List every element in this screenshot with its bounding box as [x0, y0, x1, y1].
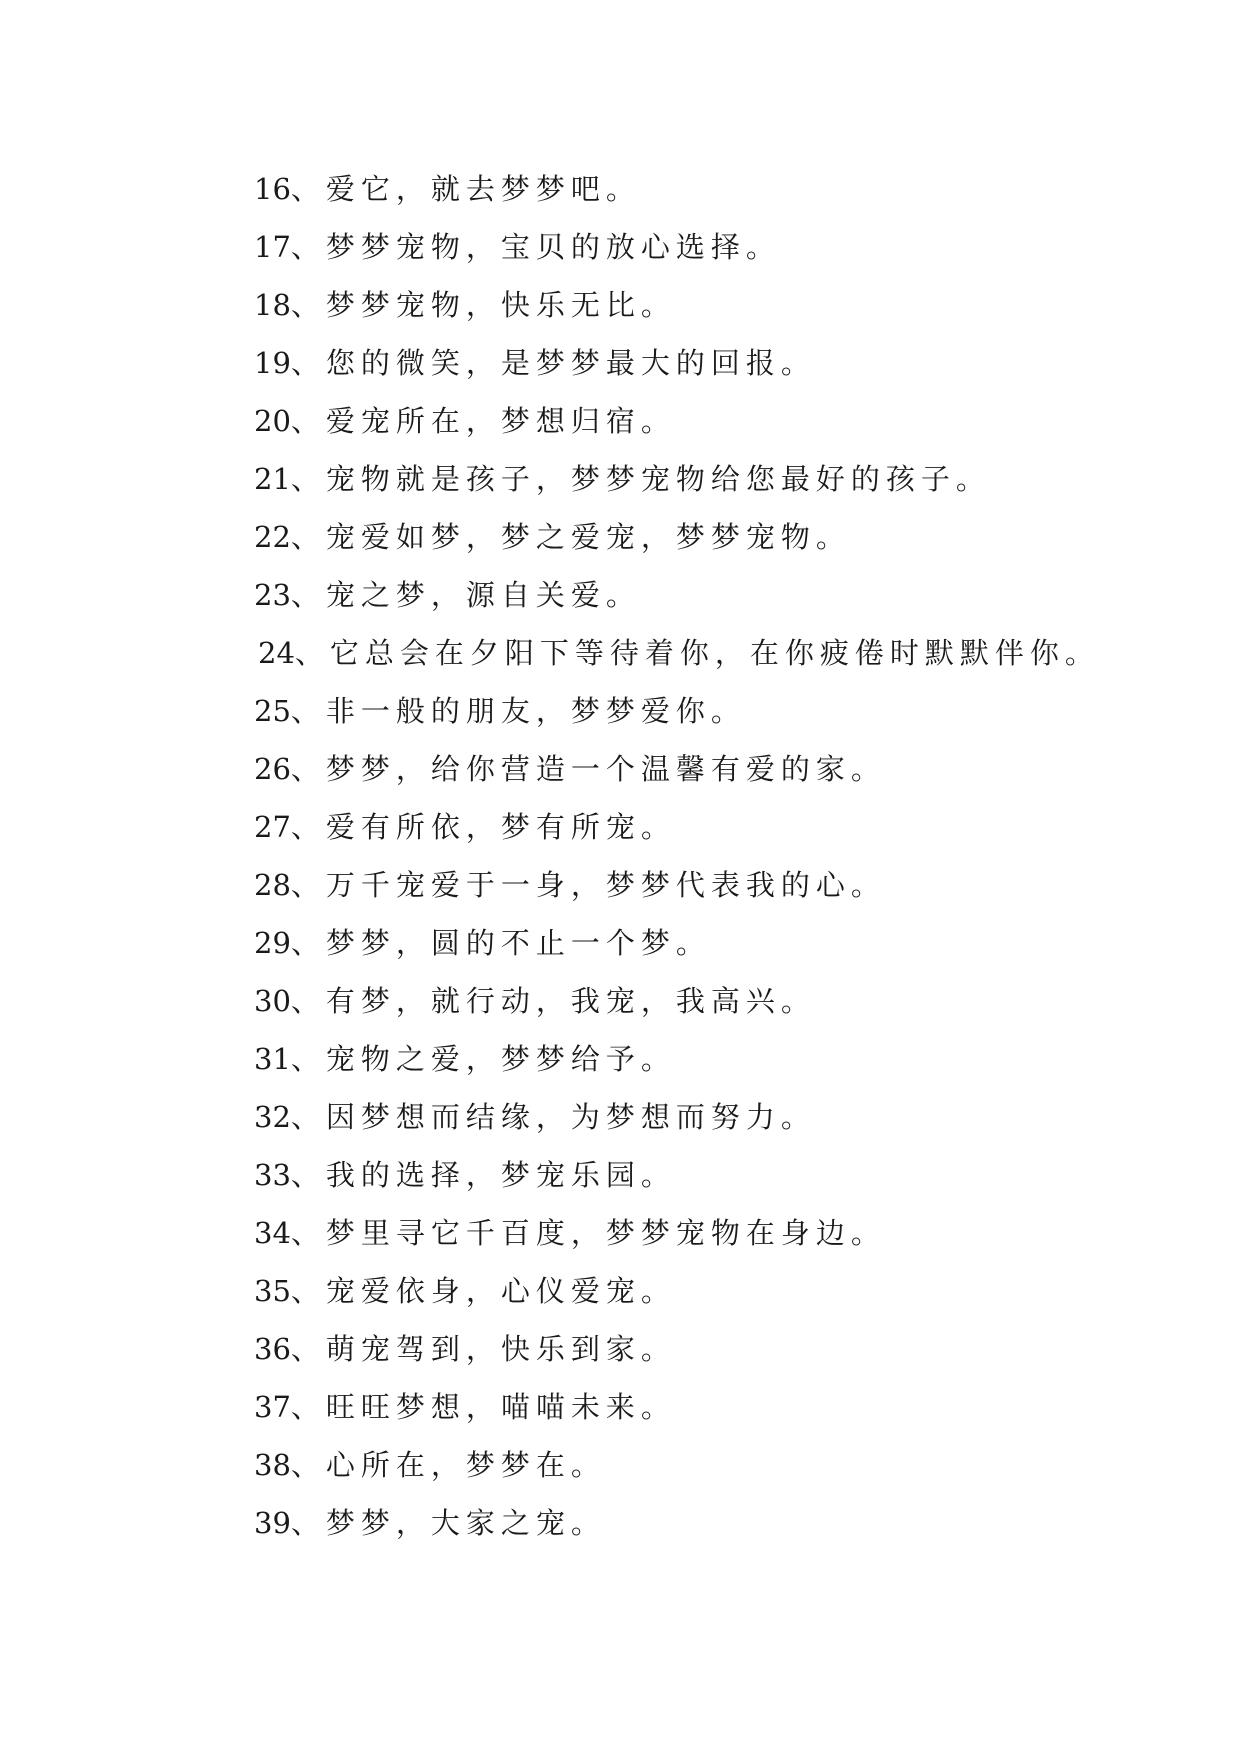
item-separator: 、 — [290, 1216, 326, 1250]
item-text: 宠之梦，源自关爱。 — [325, 578, 641, 612]
list-item — [254, 1088, 1100, 1146]
item-text: 梦梦，圆的不止一个梦。 — [325, 926, 711, 960]
item-text: 万千宠爱于一身，梦梦代表我的心。 — [325, 868, 886, 902]
item-number: 26 — [254, 752, 291, 786]
item-separator: 、 — [290, 346, 326, 380]
list-item — [254, 160, 1100, 218]
list-item — [254, 1262, 1100, 1320]
item-number: 32 — [254, 1100, 291, 1134]
item-number: 37 — [254, 1390, 291, 1424]
item-separator: 、 — [290, 230, 326, 264]
item-separator: 、 — [290, 1100, 326, 1134]
list-item — [254, 798, 1100, 856]
item-separator: 、 — [290, 984, 326, 1018]
item-text: 它总会在夕阳下等待着你，在你疲倦时默默伴你。 — [329, 636, 1100, 670]
item-text: 梦梦宠物，宝贝的放心选择。 — [325, 230, 781, 264]
list-item — [254, 682, 1100, 740]
item-text: 爱有所依，梦有所宠。 — [325, 810, 676, 844]
item-text: 梦梦，大家之宠。 — [325, 1506, 606, 1540]
item-separator: 、 — [290, 578, 326, 612]
list-item — [254, 1030, 1100, 1088]
item-number: 25 — [254, 694, 291, 728]
item-number: 20 — [254, 404, 291, 438]
list-item — [254, 1204, 1100, 1262]
list-item — [254, 1378, 1100, 1436]
list-item — [254, 276, 1100, 334]
item-number: 18 — [254, 288, 291, 322]
item-text: 梦梦，给你营造一个温馨有爱的家。 — [325, 752, 886, 786]
item-separator: 、 — [290, 172, 326, 206]
item-text: 宠爱依身，心仪爱宠。 — [325, 1274, 676, 1308]
item-text: 梦梦宠物，快乐无比。 — [325, 288, 676, 322]
item-text: 非一般的朋友，梦梦爱你。 — [325, 694, 746, 728]
item-number: 23 — [254, 578, 291, 612]
item-separator: 、 — [290, 868, 326, 902]
item-text: 我的选择，梦宠乐园。 — [325, 1158, 676, 1192]
list-item — [254, 218, 1100, 276]
item-number: 39 — [254, 1506, 291, 1540]
item-number: 24 — [258, 636, 295, 670]
item-number: 16 — [254, 172, 291, 206]
item-number: 38 — [254, 1448, 291, 1482]
item-text: 有梦，就行动，我宠，我高兴。 — [325, 984, 816, 1018]
item-text: 宠物就是孩子，梦梦宠物给您最好的孩子。 — [325, 462, 991, 496]
list-item — [254, 624, 1100, 682]
item-number: 27 — [254, 810, 291, 844]
item-number: 21 — [254, 462, 291, 496]
item-text: 宠物之爱，梦梦给予。 — [325, 1042, 676, 1076]
list-item — [254, 1320, 1100, 1378]
item-separator: 、 — [290, 926, 326, 960]
item-separator: 、 — [290, 1390, 326, 1424]
item-separator: 、 — [290, 462, 326, 496]
item-number: 36 — [254, 1332, 291, 1366]
item-text: 旺旺梦想，喵喵未来。 — [325, 1390, 676, 1424]
item-text: 心所在，梦梦在。 — [325, 1448, 606, 1482]
item-number: 34 — [254, 1216, 291, 1250]
item-separator: 、 — [290, 1448, 326, 1482]
item-separator: 、 — [290, 288, 326, 322]
item-number: 35 — [254, 1274, 291, 1308]
item-separator: 、 — [290, 1506, 326, 1540]
list-item — [254, 1494, 1100, 1552]
item-text: 爱它，就去梦梦吧。 — [325, 172, 641, 206]
item-number: 30 — [254, 984, 291, 1018]
item-number: 33 — [254, 1158, 291, 1192]
list-item — [254, 1146, 1100, 1204]
list-item — [254, 914, 1100, 972]
item-separator: 、 — [290, 1332, 326, 1366]
slogan-list — [254, 160, 1100, 1552]
list-item — [254, 856, 1100, 914]
item-text: 因梦想而结缘，为梦想而努力。 — [325, 1100, 816, 1134]
list-item — [254, 334, 1100, 392]
item-number: 29 — [254, 926, 291, 960]
item-text: 爱宠所在，梦想归宿。 — [325, 404, 676, 438]
list-item — [254, 392, 1100, 450]
item-number: 31 — [254, 1042, 291, 1076]
item-text: 宠爱如梦，梦之爱宠，梦梦宠物。 — [325, 520, 851, 554]
item-separator: 、 — [290, 404, 326, 438]
item-number: 17 — [254, 230, 291, 264]
item-separator: 、 — [290, 752, 326, 786]
item-text: 梦里寻它千百度，梦梦宠物在身边。 — [325, 1216, 886, 1250]
item-separator: 、 — [290, 1042, 326, 1076]
item-text: 萌宠驾到，快乐到家。 — [325, 1332, 676, 1366]
list-item — [254, 1436, 1100, 1494]
item-separator: 、 — [290, 520, 326, 554]
item-separator: 、 — [290, 810, 326, 844]
item-separator: 、 — [290, 1158, 326, 1192]
item-separator: 、 — [290, 1274, 326, 1308]
item-number: 22 — [254, 520, 291, 554]
list-item — [254, 508, 1100, 566]
item-separator: 、 — [294, 636, 330, 670]
item-number: 19 — [254, 346, 291, 380]
list-item — [254, 740, 1100, 798]
list-item — [254, 450, 1100, 508]
item-text: 您的微笑，是梦梦最大的回报。 — [325, 346, 816, 380]
item-number: 28 — [254, 868, 291, 902]
list-item — [254, 566, 1100, 624]
list-item — [254, 972, 1100, 1030]
item-separator: 、 — [290, 694, 326, 728]
